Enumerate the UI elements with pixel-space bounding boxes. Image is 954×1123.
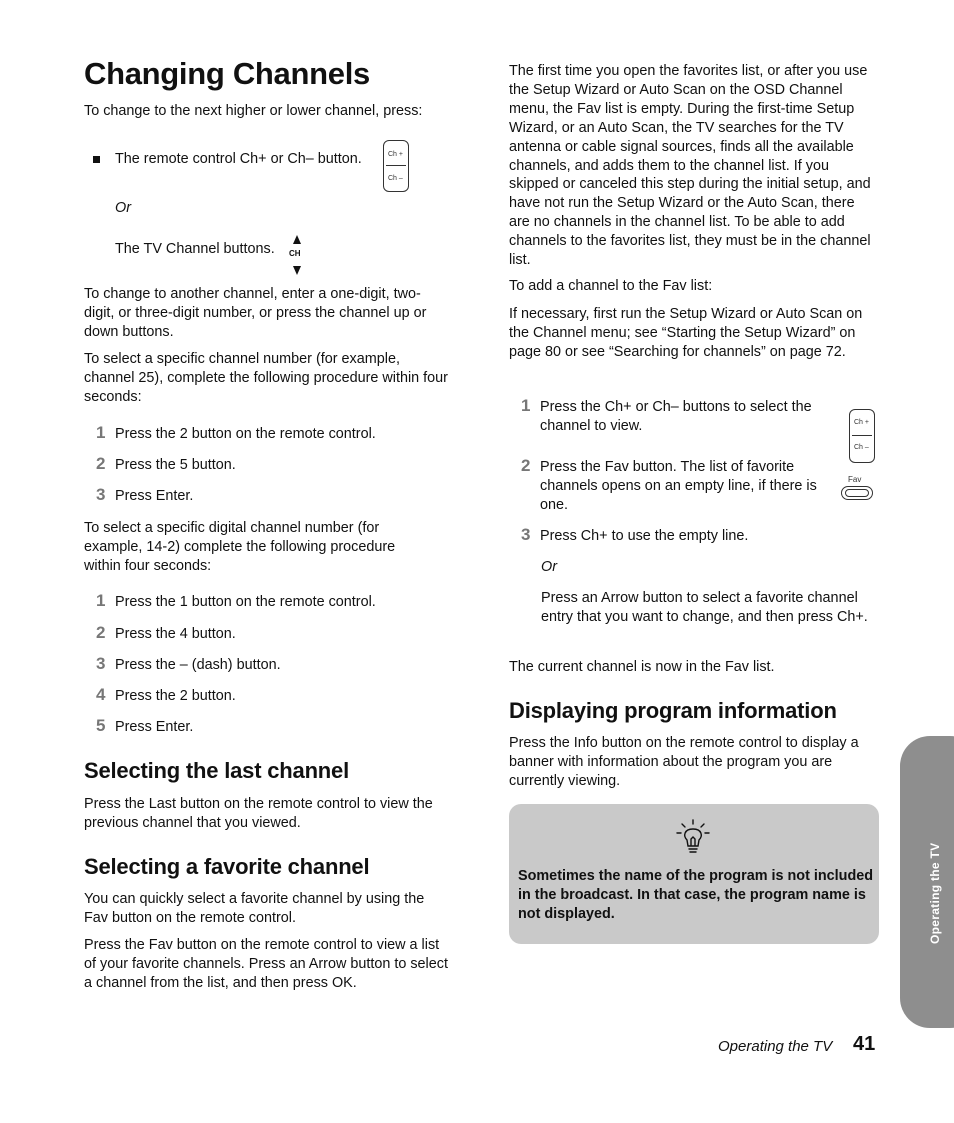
- step-number: 1: [96, 591, 106, 610]
- page-title: Changing Channels: [84, 56, 370, 91]
- lightbulb-icon: [675, 818, 711, 858]
- fav-label: Fav: [848, 475, 862, 484]
- footer-section: Operating the TV: [718, 1038, 833, 1055]
- para-enter: To change to another channel, enter a one-digit, two-digit, or three-digit number, or press the channel up or down buttons.: [84, 286, 427, 340]
- or-label: Or: [541, 559, 557, 575]
- para-add: To add a channel to the Fav list:: [509, 278, 713, 294]
- para-last: Press the Last button on the remote control to view the previous channel that you viewed.: [84, 796, 433, 831]
- step-text: Press the 1 button on the remote control.: [115, 594, 376, 610]
- para-digital: To select a specific digital channel number (for example, 14-2) complete the following procedure within four seconds:: [84, 520, 396, 574]
- remote-ch-button-icon: [849, 409, 875, 463]
- para-info: Press the Info button on the remote control to display a banner with information about the program you are currently viewing.: [509, 735, 859, 789]
- para-specific: To select a specific channel number (for example, channel 25), complete the following procedure within four seconds:: [84, 351, 448, 405]
- step-text: Press the 4 button.: [115, 626, 236, 642]
- para-current: The current channel is now in the Fav list.: [509, 659, 775, 675]
- step-text: Press the 2 button on the remote control.: [115, 426, 376, 442]
- step-text: Press Enter.: [115, 719, 194, 735]
- ch-minus-label: Ch –: [388, 175, 403, 182]
- step-text: Press Ch+ to use the empty line.: [540, 528, 749, 544]
- step-text: Press the – (dash) button.: [115, 657, 281, 673]
- tv-channel-buttons-icon: [288, 234, 306, 276]
- tip-note-text: Sometimes the name of the program is not included in the broadcast. In that case, the program name is not displayed.: [518, 868, 874, 922]
- step-text: Press the Ch+ or Ch– buttons to select the channel to view.: [540, 399, 812, 434]
- para-necessary: If necessary, first run the Setup Wizard or Auto Scan on the Channel menu; see “Starting the Setup Wizard” on page 80 or see “Searching for channels” on page 72.: [509, 306, 863, 360]
- step-number: 3: [521, 525, 531, 544]
- step-number: 1: [521, 396, 531, 415]
- or-label: Or: [115, 200, 131, 216]
- step-number: 3: [96, 654, 106, 673]
- tip-note-box: [509, 804, 879, 944]
- heading-favorite-channel: Selecting a favorite channel: [84, 854, 370, 879]
- step-text: Press the 2 button.: [115, 688, 236, 704]
- para-fav1: You can quickly select a favorite channel by using the Fav button on the remote control.: [84, 891, 425, 926]
- ch-plus-label: Ch +: [388, 151, 403, 158]
- tv-ch-label: CH: [289, 249, 301, 258]
- step-text: Press the 5 button.: [115, 457, 236, 473]
- step-text: Press the Fav button. The list of favorite channels opens on an empty line, if there is one.: [540, 459, 817, 513]
- section-side-tab: [900, 736, 954, 1028]
- side-tab-label: Operating the TV: [928, 842, 942, 944]
- step-number: 2: [96, 454, 106, 473]
- para-first-time: The first time you open the favorites list, or after you use the Setup Wizard or Auto Scan on the OSD Channel menu, the Fav list is empty. During the first-time Setup Wizard, or an Auto Scan, the TV searches for the TV antenna or cable signal sources, finds all the available channels, and adds them to the channel list. If you skipped or canceled this step during the initial setup, and have not run the Setup Wizard or the Auto Scan, there are no channels in the channel list. To be able to add channels to the favorites list, they must be in the channel list.: [509, 63, 871, 269]
- step-number: 5: [96, 716, 106, 735]
- step-number: 1: [96, 423, 106, 442]
- ch-minus-label: Ch –: [854, 444, 869, 451]
- step-number: 3: [96, 485, 106, 504]
- ch-plus-label: Ch +: [854, 419, 869, 426]
- step-number: 4: [96, 685, 106, 704]
- bullet-remote-text: The remote control Ch+ or Ch– button.: [115, 151, 362, 167]
- heading-last-channel: Selecting the last channel: [84, 758, 349, 783]
- heading-program-info: Displaying program information: [509, 698, 837, 723]
- remote-ch-button-icon: [383, 140, 409, 192]
- intro-text: To change to the next higher or lower channel, press:: [84, 103, 423, 119]
- step-number: 2: [521, 456, 531, 475]
- para-fav2: Press the Fav button on the remote control to view a list of your favorite channels. Press an Arrow button to select a channel from the list, and then press OK.: [84, 937, 448, 991]
- para-arrow: Press an Arrow button to select a favorite channel entry that you want to change, and then press Ch+.: [541, 590, 868, 625]
- page-number: 41: [853, 1033, 876, 1055]
- bullet: [93, 156, 100, 163]
- step-number: 2: [96, 623, 106, 642]
- tv-buttons-text: The TV Channel buttons.: [115, 241, 275, 257]
- fav-button-icon: [841, 486, 873, 500]
- step-text: Press Enter.: [115, 488, 194, 504]
